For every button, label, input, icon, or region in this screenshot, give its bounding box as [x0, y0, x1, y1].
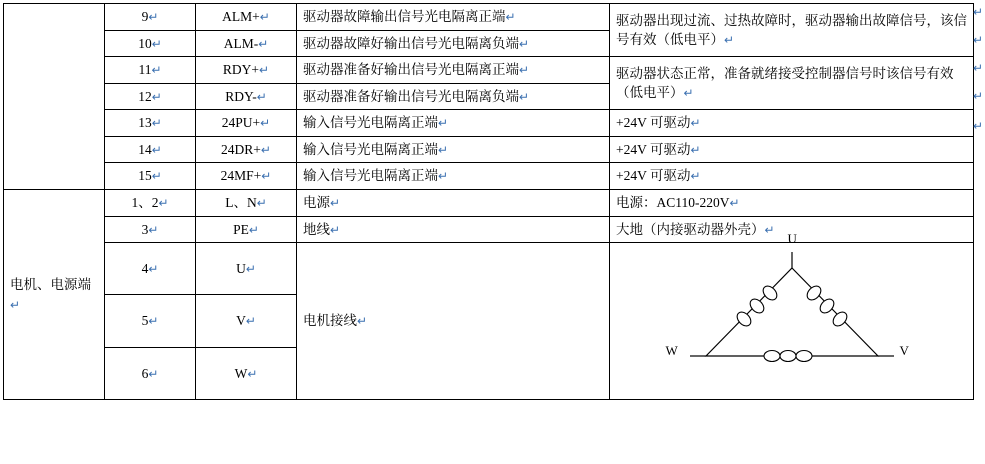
delta-winding-diagram: [642, 231, 942, 396]
signal-name: 24DR+↵: [196, 136, 297, 163]
signal-name: U↵: [196, 243, 297, 295]
signal-description: 电机接线↵: [297, 243, 610, 400]
paragraph-mark: ↵: [438, 116, 449, 131]
paragraph-mark: ↵: [519, 89, 530, 104]
pin-number: 3↵: [105, 216, 196, 243]
signal-name: L、N↵: [196, 189, 297, 216]
table-row: [4, 110, 974, 137]
margin-paragraph-mark: ↵: [972, 89, 983, 103]
paragraph-mark: ↵: [764, 222, 775, 237]
paragraph-mark: ↵: [258, 36, 269, 51]
paragraph-mark: ↵: [519, 36, 530, 51]
signal-name: W↵: [196, 347, 297, 399]
signal-description: 输入信号光电隔离正端↵: [297, 136, 610, 163]
paragraph-mark: ↵: [438, 169, 449, 184]
signal-description: 驱动器故障输出信号光电隔离正端↵: [297, 4, 610, 31]
signal-note: 驱动器状态正常，准备就绪接受控制器信号时该信号有效（低电平）↵: [610, 57, 974, 110]
signal-name: V↵: [196, 295, 297, 347]
delta-winding-svg: [642, 246, 942, 376]
signal-description: 驱动器准备好输出信号光电隔离正端↵: [297, 57, 610, 84]
paragraph-mark: ↵: [148, 222, 159, 237]
paragraph-mark: ↵: [10, 297, 21, 312]
table-row: [4, 216, 974, 243]
pin-number: 10↵: [105, 30, 196, 57]
signal-name: ALM+↵: [196, 4, 297, 31]
paragraph-mark: ↵: [151, 36, 162, 51]
paragraph-mark: ↵: [151, 169, 162, 184]
pin-assignment-table: [3, 3, 974, 400]
margin-paragraph-mark: ↵: [972, 33, 983, 47]
pin-number: 11↵: [105, 57, 196, 84]
paragraph-mark: ↵: [151, 116, 162, 131]
table-row: [4, 189, 974, 216]
table-row: [4, 4, 974, 31]
paragraph-mark: ↵: [151, 89, 162, 104]
paragraph-mark: ↵: [260, 116, 271, 131]
paragraph-mark: ↵: [256, 195, 267, 210]
paragraph-mark: ↵: [260, 142, 271, 157]
signal-description: 输入信号光电隔离正端↵: [297, 110, 610, 137]
signal-description: 驱动器准备好输出信号光电隔离负端↵: [297, 83, 610, 110]
paragraph-mark: ↵: [256, 89, 267, 104]
paragraph-mark: ↵: [158, 195, 169, 210]
paragraph-mark: ↵: [247, 366, 258, 381]
signal-description: 电源↵: [297, 189, 610, 216]
signal-note: +24V 可驱动↵: [610, 163, 974, 190]
paragraph-mark: ↵: [148, 10, 159, 24]
paragraph-mark: ↵: [245, 261, 256, 276]
paragraph-mark: ↵: [438, 142, 449, 157]
paragraph-mark: ↵: [724, 33, 735, 48]
paragraph-mark: ↵: [148, 366, 159, 381]
document-page: [0, 3, 985, 464]
signal-note: 大地（内接驱动器外壳）↵: [610, 216, 974, 243]
signal-name: 24MF+↵: [196, 163, 297, 190]
paragraph-mark: ↵: [505, 10, 516, 24]
paragraph-mark: ↵: [690, 169, 701, 184]
table-row: [4, 163, 974, 190]
motor-wiring-diagram-cell: [610, 231, 974, 400]
signal-name: 24PU+↵: [196, 110, 297, 137]
signal-description: 输入信号光电隔离正端↵: [297, 163, 610, 190]
paragraph-mark: ↵: [683, 86, 694, 101]
pin-number: 5↵: [105, 295, 196, 347]
pin-number: 15↵: [105, 163, 196, 190]
pin-number: 14↵: [105, 136, 196, 163]
pin-number: 4↵: [105, 243, 196, 295]
paragraph-mark: ↵: [148, 314, 159, 329]
paragraph-mark: ↵: [259, 63, 270, 78]
pin-number: 12↵: [105, 83, 196, 110]
terminal-label-u: U: [787, 231, 797, 247]
pin-number: 9↵: [105, 4, 196, 31]
paragraph-mark: ↵: [690, 116, 701, 131]
signal-name: PE↵: [196, 216, 297, 243]
paragraph-mark: ↵: [690, 142, 701, 157]
signal-description: 地线↵: [297, 216, 610, 243]
table-row: [4, 243, 974, 295]
margin-paragraph-mark: ↵: [972, 5, 983, 19]
paragraph-mark: ↵: [261, 169, 272, 184]
paragraph-mark: ↵: [245, 314, 256, 329]
paragraph-mark: ↵: [729, 195, 740, 210]
paragraph-mark: ↵: [151, 63, 162, 78]
table-body: [4, 4, 974, 400]
margin-paragraph-mark: ↵: [972, 61, 983, 75]
paragraph-mark: ↵: [519, 63, 530, 78]
signal-note: +24V 可驱动↵: [610, 110, 974, 137]
signal-note: +24V 可驱动↵: [610, 136, 974, 163]
pin-number: 1、2↵: [105, 189, 196, 216]
paragraph-mark: ↵: [330, 222, 341, 237]
table-row: [4, 136, 974, 163]
margin-paragraph-mark: ↵: [972, 119, 983, 133]
terminal-label-v: V: [899, 343, 909, 359]
paragraph-mark: ↵: [148, 261, 159, 276]
paragraph-mark: ↵: [330, 195, 341, 210]
group-cell-empty: [4, 4, 105, 190]
group-label-motor-power: 电机、电源端↵: [4, 189, 105, 399]
signal-name: RDY-↵: [196, 83, 297, 110]
paragraph-mark: ↵: [259, 10, 270, 24]
paragraph-mark: ↵: [151, 142, 162, 157]
paragraph-mark: ↵: [248, 222, 259, 237]
signal-name: ALM-↵: [196, 30, 297, 57]
table-row: [4, 57, 974, 84]
signal-note: 电源：AC110-220V↵: [610, 189, 974, 216]
signal-description: 驱动器故障好输出信号光电隔离负端↵: [297, 30, 610, 57]
pin-number: 13↵: [105, 110, 196, 137]
pin-number: 6↵: [105, 347, 196, 399]
paragraph-mark: ↵: [357, 314, 368, 329]
terminal-label-w: W: [665, 343, 678, 359]
signal-name: RDY+↵: [196, 57, 297, 84]
signal-note: 驱动器出现过流、过热故障时，驱动器输出故障信号，该信号有效（低电平）↵: [610, 4, 974, 57]
